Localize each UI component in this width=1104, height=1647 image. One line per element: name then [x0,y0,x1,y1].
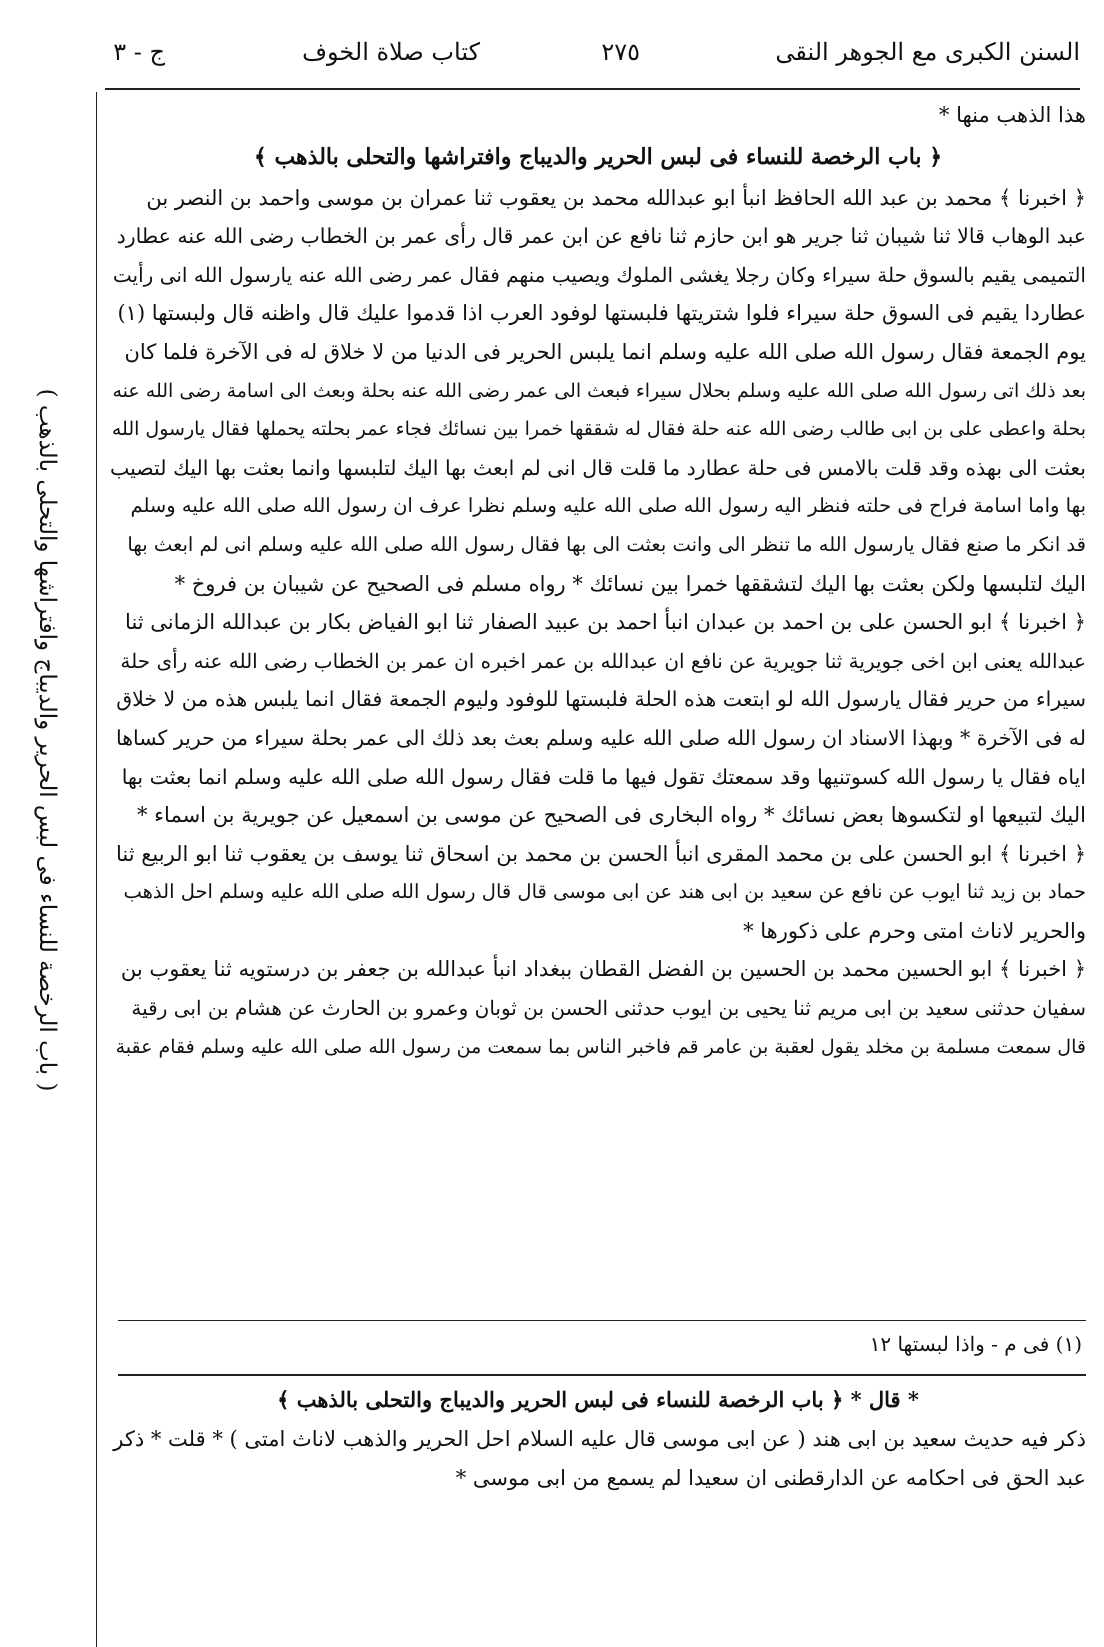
text-line: والحرير لاناث امتى وحرم على ذكورها * [743,918,1086,943]
commentary-block [110,1380,1086,1498]
text-line: عبد الوهاب قالا ثنا شيبان ثنا جرير هو ابن حازم ثنا نافع عن ابن عمر قال رأى عمر بن الخطاب رضى الله عنه عطارد [116,224,1086,249]
text-line: اليك لتلبسها ولكن بعثت بها اليك لتشققها خمرا بين نسائك * رواه مسلم فى الصحيح عن شيبان بن فروخ * [174,571,1086,596]
page-number: ٢٧٥ [601,38,640,66]
header-rule [105,88,1080,90]
running-header [70,38,1080,78]
footnote: (١) فى م - واذا لبستها ١٢ [869,1332,1082,1356]
gloss-rule [118,1374,1086,1376]
text-line: سيراء من حرير فقال يارسول الله لو ابتعت هذه الحلة فلبستها للوفود وليوم الجمعة فقال انما يلبس هذه من لا خلاق [116,687,1086,712]
text-line: ﴿ اخبرنا ﴾ ابو الحسين محمد بن الحسين بن الفضل القطان ببغداد انبأ عبدالله بن جعفر بن درستويه ثنا يعقوب بن [120,957,1086,982]
margin-rule [96,92,97,1647]
text-line: اياه فقال يا رسول الله كسوتنيها وقد سمعتك تقول فيها ما قلت فقال رسول الله صلى الله عليه وسلم انما بعثت بها [121,764,1086,789]
text-line: بعثت الى بهذه وقد قلت بالامس فى حلة عطارد ما قلت قال انى لم ابعث بها اليك لتلبسها وانما بعثت بها اليك لتصيب [110,455,1086,480]
text-line: ﴿ اخبرنا ﴾ محمد بن عبد الله الحافظ انبأ ابو عبدالله محمد بن يعقوب ثنا عمران بن موسى واحمد بن النصر بن [146,185,1086,210]
text-line: قد انكر ما صنع فقال يارسول الله ما تنظر الى وانت بعثت الى بها فقال رسول الله صلى الله عليه وسلم انى لم ابعث بها [127,532,1086,556]
footnote-rule [118,1320,1086,1321]
chapter-title: كتاب صلاة الخوف [302,38,480,66]
margin-gloss [12,120,82,1360]
commentary-line: عبد الحق فى احكامه عن الدارقطنى ان سعيدا لم يسمع من ابى موسى * [455,1466,1086,1490]
text-line: ﴿ اخبرنا ﴾ ابو الحسن على بن احمد بن عبدان انبأ احمد بن عبيد الصفار ثنا ابو الفياض بكار بن عبدالله الزمانى ثنا [125,610,1086,635]
book-title: السنن الكبرى مع الجوهر النقى [775,38,1080,66]
text-line: له فى الآخرة * وبهذا الاسناد ان رسول الله صلى الله عليه وسلم بعث بعد ذلك الى عمر بحلة سيراء من حرير كساها [115,725,1086,750]
text-line: ﴿ اخبرنا ﴾ ابو الحسن على بن محمد المقرى انبأ الحسن بن محمد بن اسحاق ثنا يوسف بن يعقوب ثنا ابو الربيع ثنا [115,841,1086,866]
text-line: سفيان حدثنى سعيد بن ابى مريم ثنا يحيى بن ايوب حدثنى الحسن بن ثوبان وعمرو بن الحارث عن هشام بن ابى رقية [131,996,1086,1021]
text-line: عطاردا يقيم فى السوق حلة سيراء فلوا شتريتها فلبستها لوفود العرب اذا قدموا عليك قال واظنه قال ولبستها (١) [117,301,1086,326]
text-line: عبدالله يعنى ابن اخى جويرية ثنا جويرية عن نافع ان عبدالله بن عمر اخبره ان عمر بن الخطاب رضى الله عنه رأى حلة [120,648,1086,673]
volume-number: ج - ٣ [113,38,165,66]
margin-gloss-text: ( باب الرخصة للنساء فى لبس الحرير والديباج وافتراشها والتحلى بالذهب ) [34,388,60,1092]
commentary-line: ذكر فيه حديث سعيد بن ابى هند ( عن ابى موسى قال عليه السلام احل الحرير والذهب لاناث امتى ) * قلت * ذكر [113,1427,1086,1451]
main-text [110,96,1086,1066]
commentary-title: * قال * ﴿ باب الرخصة للنساء فى لبس الحرير والديباج والتحلى بالذهب ﴾ [277,1387,919,1412]
text-line: قال سمعت مسلمة بن مخلد يقول لعقبة بن عامر قم فاخبر الناس بما سمعت من رسول الله صلى الله عليه وسلم فقام عقبة [115,1035,1086,1058]
text-line: بها واما اسامة فراح فى حلته فنظر اليه رسول الله صلى الله عليه وسلم نظرا عرف ان رسول الله صلى الله عليه وسلم [130,494,1086,518]
text-line: اليك لتبيعها او لتكسوها بعض نسائك * رواه البخارى فى الصحيح عن موسى بن اسمعيل عن جويرية بن اسماء * [137,803,1086,828]
text-line: بعد ذلك اتى رسول الله صلى الله عليه وسلم بحلال سيراء فبعث الى عمر رضى الله عنه بحلة وبعث الى اسامة رضى الله عنه [112,379,1086,402]
text-line: التميمى يقيم بالسوق حلة سيراء وكان رجلا يغشى الملوك ويصيب منهم فقال عمر رضى الله عنه يارسول الله انى رأيت [112,262,1086,287]
text-line: بحلة واعطى على بن ابى طالب رضى الله عنه حلة فقال له شققها خمرا بين نسائك فجاء عمر بحلته يحملها فقال يارسول الله [111,418,1086,441]
section-title: ﴿ باب الرخصة للنساء فى لبس الحرير والديباج وافتراشها والتحلى بالذهب ﴾ [253,143,943,170]
text-line: حماد بن زيد ثنا ايوب عن نافع عن سعيد بن ابى هند عن ابى موسى قال قال رسول الله صلى الله عليه وسلم احل الذهب [123,880,1086,904]
text-line: يوم الجمعة فقال رسول الله صلى الله عليه وسلم انما يلبس الحرير فى الدنيا من لا خلاق له فى الآخرة فلما كان [124,339,1086,364]
text-line: هذا الذهب منها * [938,103,1086,127]
